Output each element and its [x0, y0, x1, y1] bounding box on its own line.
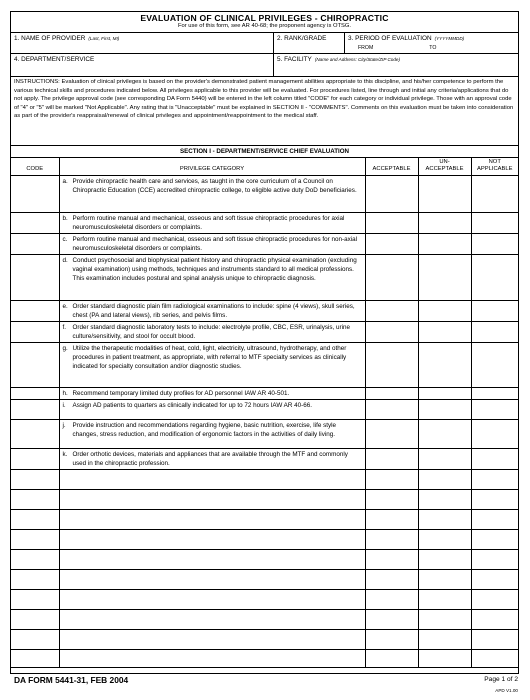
unacceptable-cell[interactable]	[418, 649, 471, 667]
form-version: APD V1.00	[495, 688, 518, 693]
privilege-item	[60, 234, 365, 254]
code-cell[interactable]	[11, 300, 59, 321]
provider-name-field[interactable]	[11, 33, 274, 53]
category-cell[interactable]	[59, 509, 365, 529]
code-cell[interactable]	[11, 489, 59, 509]
code-cell[interactable]	[11, 529, 59, 549]
privilege-item-letter: i.	[62, 401, 66, 409]
privilege-item-letter: j.	[62, 421, 66, 429]
unacceptable-label-2: ACCEPTABLE	[425, 165, 464, 172]
code-cell[interactable]	[11, 448, 59, 469]
privilege-row	[11, 233, 518, 254]
not-applicable-cell[interactable]	[471, 569, 518, 589]
to-label: TO	[429, 45, 437, 51]
not-applicable-cell[interactable]	[471, 175, 518, 212]
code-cell[interactable]	[11, 175, 59, 212]
privilege-item-text: Utilize the therapeutic modalities of heat, cold, light, electricity, ultrasound, hydrotherapy, and other procedures in patient treatment, as appropriate, with referral to MTF specialty services as clinically indicated for specialty consultation and/or diagnostic studies.	[72, 344, 347, 370]
code-cell[interactable]	[11, 469, 59, 489]
table-header-row	[11, 158, 518, 175]
acceptable-cell[interactable]	[365, 448, 418, 469]
acceptable-cell[interactable]	[365, 609, 418, 629]
not-applicable-cell[interactable]	[471, 589, 518, 609]
unacceptable-column-header	[418, 158, 471, 175]
period-of-evaluation-field[interactable]	[345, 33, 518, 53]
category-cell	[59, 175, 365, 212]
category-cell	[59, 342, 365, 387]
form-title: EVALUATION OF CLINICAL PRIVILEGES - CHIROPRACTIC	[140, 13, 389, 23]
category-cell	[59, 448, 365, 469]
privilege-item-letter: e.	[62, 302, 68, 310]
acceptable-cell[interactable]	[365, 509, 418, 529]
unacceptable-cell[interactable]	[418, 589, 471, 609]
acceptable-cell[interactable]	[365, 529, 418, 549]
privilege-row	[11, 342, 518, 387]
category-cell	[59, 212, 365, 233]
acceptable-cell[interactable]	[365, 589, 418, 609]
not-applicable-cell[interactable]	[471, 448, 518, 469]
acceptable-cell[interactable]	[365, 342, 418, 387]
not-applicable-label-2: APPLICABLE	[477, 165, 513, 172]
form-number: DA FORM 5441-31, FEB 2004	[14, 675, 129, 685]
code-cell[interactable]	[11, 419, 59, 448]
unacceptable-cell[interactable]	[418, 212, 471, 233]
from-label: FROM	[358, 45, 374, 51]
title-block	[11, 12, 518, 33]
acceptable-cell[interactable]	[365, 399, 418, 419]
period-label: 3. PERIOD OF EVALUATION	[348, 35, 432, 42]
privilege-row	[11, 387, 518, 399]
privilege-item-letter: b.	[62, 214, 68, 222]
blank-privilege-row	[11, 549, 518, 569]
unacceptable-cell[interactable]	[418, 342, 471, 387]
not-applicable-cell[interactable]	[471, 489, 518, 509]
not-applicable-cell[interactable]	[471, 419, 518, 448]
acceptable-cell[interactable]	[365, 387, 418, 399]
code-cell[interactable]	[11, 549, 59, 569]
privilege-item-letter: f.	[62, 323, 66, 331]
privilege-row	[11, 254, 518, 300]
blank-privilege-row	[11, 509, 518, 529]
acceptable-cell[interactable]	[365, 649, 418, 667]
acceptable-cell[interactable]	[365, 629, 418, 649]
privilege-item-text: Perform routine manual and mechanical, osseous and soft tissue chiropractic procedures for axial neuromusculoskeletal disorders or complaints.	[72, 214, 345, 231]
not-applicable-column-header	[471, 158, 518, 175]
privilege-item-text: Conduct psychosocial and biophysical patient history and chiropractic physical examination (excluding vaginal examination) using methods, techniques and instruments standard to all medical professions. This examination includes postural and spinal analysis unique to chiropractic diagnosis.	[72, 256, 357, 282]
category-cell[interactable]	[59, 649, 365, 667]
not-applicable-cell[interactable]	[471, 387, 518, 399]
unacceptable-cell[interactable]	[418, 300, 471, 321]
privilege-item-text: Assign AD patients to quarters as clinically indicated for up to 72 hours IAW AR 40-66.	[72, 401, 313, 409]
privilege-item-text: Perform routine manual and mechanical, osseous and soft tissue chiropractic procedures for non-axial neuromusculoskeletal disorders or complaints.	[72, 235, 358, 252]
category-cell	[59, 300, 365, 321]
not-applicable-cell[interactable]	[471, 254, 518, 300]
code-cell[interactable]	[11, 321, 59, 342]
code-cell[interactable]	[11, 233, 59, 254]
acceptable-cell[interactable]	[365, 419, 418, 448]
acceptable-cell[interactable]	[365, 549, 418, 569]
not-applicable-cell[interactable]	[471, 300, 518, 321]
category-cell	[59, 387, 365, 399]
privileges-table	[11, 158, 518, 668]
not-applicable-cell[interactable]	[471, 529, 518, 549]
not-applicable-cell[interactable]	[471, 399, 518, 419]
code-cell[interactable]	[11, 569, 59, 589]
category-cell[interactable]	[59, 469, 365, 489]
code-cell[interactable]	[11, 509, 59, 529]
privilege-item	[60, 400, 365, 411]
privilege-item-letter: d.	[62, 256, 68, 264]
acceptable-cell[interactable]	[365, 321, 418, 342]
privilege-item	[60, 449, 365, 469]
privilege-item	[60, 322, 365, 342]
not-applicable-cell[interactable]	[471, 342, 518, 387]
privilege-row	[11, 175, 518, 212]
unacceptable-cell[interactable]	[418, 629, 471, 649]
rank-grade-field[interactable]	[274, 33, 345, 53]
page-number: Page 1 of 2	[484, 676, 518, 683]
acceptable-cell[interactable]	[365, 469, 418, 489]
blank-privilege-row	[11, 469, 518, 489]
unacceptable-cell[interactable]	[418, 387, 471, 399]
acceptable-cell[interactable]	[365, 233, 418, 254]
code-cell[interactable]	[11, 399, 59, 419]
unacceptable-cell[interactable]	[418, 489, 471, 509]
privilege-item	[60, 388, 365, 399]
facility-field[interactable]	[274, 54, 518, 76]
blank-privilege-row	[11, 529, 518, 549]
unacceptable-cell[interactable]	[418, 609, 471, 629]
provider-name-hint: (Last, First, MI)	[88, 36, 120, 41]
acceptable-cell[interactable]	[365, 489, 418, 509]
not-applicable-cell[interactable]	[471, 469, 518, 489]
privilege-item-text: Order standard diagnostic plain film radiological examinations to include: spine (4 views), skull series, chest (PA and lateral views), rib series, and pelvis films.	[72, 302, 355, 319]
code-column-header: CODE	[11, 158, 59, 175]
facility-hint: (Name and Address: City/State/ZIP Code)	[314, 57, 401, 62]
rank-grade-label: 2. RANK/GRADE	[277, 35, 327, 42]
privilege-item	[60, 420, 365, 440]
privilege-item	[60, 301, 365, 321]
blank-privilege-row	[11, 629, 518, 649]
blank-privilege-row	[11, 609, 518, 629]
acceptable-cell[interactable]	[365, 212, 418, 233]
unacceptable-cell[interactable]	[418, 399, 471, 419]
unacceptable-cell[interactable]	[418, 469, 471, 489]
unacceptable-cell[interactable]	[418, 321, 471, 342]
acceptable-cell[interactable]	[365, 175, 418, 212]
period-hint: (YYYYMMDD)	[434, 36, 465, 41]
unacceptable-cell[interactable]	[418, 549, 471, 569]
not-applicable-cell[interactable]	[471, 321, 518, 342]
privilege-row	[11, 212, 518, 233]
unacceptable-cell[interactable]	[418, 569, 471, 589]
unacceptable-cell[interactable]	[418, 233, 471, 254]
acceptable-cell[interactable]	[365, 254, 418, 300]
not-applicable-cell[interactable]	[471, 649, 518, 667]
privilege-row	[11, 321, 518, 342]
category-cell[interactable]	[59, 529, 365, 549]
acceptable-cell[interactable]	[365, 300, 418, 321]
privilege-item-text: Recommend temporary limited duty profiles for AD personnel IAW AR 40-501.	[72, 389, 290, 397]
privilege-row	[11, 300, 518, 321]
unacceptable-label-1: UN-	[439, 158, 450, 165]
privilege-item-letter: c.	[62, 235, 68, 243]
privilege-row	[11, 419, 518, 448]
privilege-item-letter: g.	[62, 344, 68, 352]
category-cell	[59, 399, 365, 419]
form-subtitle: For use of this form, see AR 40-68; the proponent agency is OTSG.	[177, 23, 352, 29]
privilege-item	[60, 343, 365, 372]
code-cell[interactable]	[11, 629, 59, 649]
privilege-item-text: Provide instruction and recommendations regarding hygiene, basic nutrition, exercise, life style changes, stress reduction, and modification of ergonomic factors in the activities of daily living.	[72, 421, 337, 438]
category-cell	[59, 233, 365, 254]
facility-label: 5. FACILITY	[277, 56, 312, 63]
blank-privilege-row	[11, 589, 518, 609]
code-cell[interactable]	[11, 212, 59, 233]
privilege-item-text: Provide chiropractic health care and services, as taught in the core curriculum of a Council on Chiropractic Education (CCE) accredited chiropractic college, to eligible active duty DoD beneficiaries.	[72, 177, 357, 194]
privilege-rows	[11, 175, 518, 667]
not-applicable-cell[interactable]	[471, 549, 518, 569]
unacceptable-cell[interactable]	[418, 175, 471, 212]
not-applicable-cell[interactable]	[471, 509, 518, 529]
blank-privilege-row	[11, 489, 518, 509]
unacceptable-cell[interactable]	[418, 254, 471, 300]
unacceptable-cell[interactable]	[418, 419, 471, 448]
privilege-item-text: Order orthotic devices, materials and appliances that are available through the MTF and commonly used in the chiropractic profession.	[72, 450, 348, 467]
unacceptable-cell[interactable]	[418, 509, 471, 529]
privilege-row	[11, 448, 518, 469]
department-service-field[interactable]	[11, 54, 274, 76]
header-row-2	[11, 54, 518, 77]
code-cell[interactable]	[11, 609, 59, 629]
blank-privilege-row	[11, 649, 518, 667]
privilege-item-letter: a.	[62, 177, 68, 185]
provider-name-label: 1. NAME OF PROVIDER	[14, 35, 86, 42]
privilege-item	[60, 176, 365, 196]
privilege-item-letter: k.	[62, 450, 68, 458]
category-cell[interactable]	[59, 589, 365, 609]
privilege-category-header: PRIVILEGE CATEGORY	[59, 158, 365, 175]
not-applicable-cell[interactable]	[471, 233, 518, 254]
not-applicable-label-1: NOT	[488, 158, 501, 165]
code-cell[interactable]	[11, 589, 59, 609]
not-applicable-cell[interactable]	[471, 212, 518, 233]
code-cell[interactable]	[11, 649, 59, 667]
acceptable-cell[interactable]	[365, 569, 418, 589]
code-cell[interactable]	[11, 254, 59, 300]
section-1-title: SECTION I - DEPARTMENT/SERVICE CHIEF EVALUATION	[11, 146, 518, 158]
privilege-row	[11, 399, 518, 419]
privilege-item	[60, 255, 365, 284]
department-label: 4. DEPARTMENT/SERVICE	[14, 56, 95, 63]
category-cell[interactable]	[59, 549, 365, 569]
category-cell[interactable]	[59, 489, 365, 509]
blank-privilege-row	[11, 569, 518, 589]
code-cell[interactable]	[11, 342, 59, 387]
form-page	[10, 11, 519, 674]
privilege-item-letter: h.	[62, 389, 68, 397]
instructions-text: INSTRUCTIONS: Evaluation of clinical privileges is based on the provider's demonstrated patient management abilities appropriate to this discipline, and his/her competence to perform the various technical skills and procedures indicated below. All privileges applicable to this provider will be evaluated. For procedures listed, line through and initial any criteria/applications that do not apply. The privilege approval code (see corresponding DA Form 5440) will be entered in the left column titled "CODE" for each category or individual privilege. Those with an approval code of "4" or "5" will be marked "Not Applicable". Any rating that is "Unacceptable" must be explained in SECTION II - "COMMENTS". Comments on this evaluation must be taken into consideration as part of the provider's reappraisal/renewal of clinical privileges and appointment/reappointment to the medical staff.	[11, 77, 518, 146]
acceptable-column-header	[365, 158, 418, 175]
not-applicable-cell[interactable]	[471, 629, 518, 649]
unacceptable-cell[interactable]	[418, 448, 471, 469]
category-cell	[59, 254, 365, 300]
acceptable-label: ACCEPTABLE	[372, 165, 411, 172]
not-applicable-cell[interactable]	[471, 609, 518, 629]
category-cell[interactable]	[59, 609, 365, 629]
category-cell	[59, 419, 365, 448]
privilege-item-text: Order standard diagnostic laboratory tests to include: electrolyte profile, CBC, ESR, urinalysis, urine culture/sensitivity, and stool for occult blood.	[72, 323, 351, 340]
category-cell[interactable]	[59, 569, 365, 589]
header-row-1	[11, 33, 518, 54]
code-cell[interactable]	[11, 387, 59, 399]
category-cell	[59, 321, 365, 342]
category-cell[interactable]	[59, 629, 365, 649]
unacceptable-cell[interactable]	[418, 529, 471, 549]
privilege-item	[60, 213, 365, 233]
